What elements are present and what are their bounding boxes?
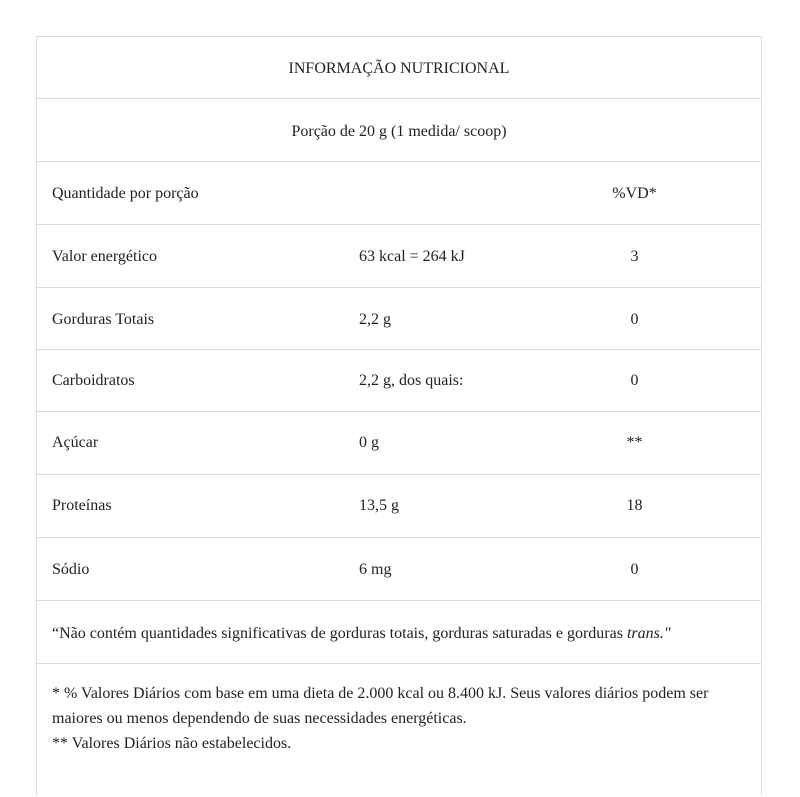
nutrient-name: Gorduras Totais: [52, 311, 155, 328]
nutrient-vd: 0: [630, 372, 639, 389]
nutrient-vd: **: [626, 434, 643, 451]
nutrient-vd: 18: [626, 497, 643, 514]
title-row: [37, 37, 761, 99]
disclaimer-text: [52, 621, 747, 646]
nutrient-amount: 0 g: [359, 434, 379, 451]
footnote-daily-values: * % Valores Diários com base em uma dieta de 2.000 kcal ou 8.400 kJ. Seus valores diários podem ser maiores ou menos dependendo de suas necessidades energéticas.: [52, 685, 709, 727]
nutrient-name: Carboidratos: [52, 372, 135, 389]
disclaimer-row: [37, 601, 761, 664]
footnotes-row: [37, 664, 761, 797]
nutrient-vd: 3: [630, 248, 639, 265]
nutrient-name: Valor energético: [52, 248, 157, 265]
table-row: [37, 538, 761, 601]
nutrient-vd: 0: [630, 561, 639, 578]
header-row: [37, 162, 761, 225]
nutrient-amount: 2,2 g: [359, 311, 391, 328]
nutrient-vd: 0: [630, 311, 639, 328]
table-row: [37, 350, 761, 412]
table-title: INFORMAÇÃO NUTRICIONAL: [288, 60, 510, 77]
nutrient-name: Sódio: [52, 561, 90, 578]
table-row: [37, 288, 761, 350]
portion-text: Porção de 20 g (1 medida/ scoop): [291, 123, 507, 140]
nutrient-amount: 6 mg: [359, 561, 392, 578]
nutrient-amount: 2,2 g, dos quais:: [359, 372, 464, 389]
table-row: [37, 412, 761, 475]
nutrient-amount: 13,5 g: [359, 497, 399, 514]
vd-header: %VD*: [612, 185, 657, 202]
table-row: [37, 475, 761, 538]
footnote-not-established: ** Valores Diários não estabelecidos.: [52, 735, 292, 752]
nutrition-table: [36, 36, 762, 796]
quantity-header: Quantidade por porção: [52, 185, 199, 202]
nutrient-name: Açúcar: [52, 434, 99, 451]
disclaimer-main: “Não contém quantidades significativas de gorduras totais, gorduras saturadas e gorduras: [52, 625, 627, 642]
nutrient-amount: 63 kcal = 264 kJ: [359, 248, 465, 265]
disclaimer-trans: trans.": [626, 625, 671, 642]
nutrient-name: Proteínas: [52, 497, 112, 514]
table-row: [37, 225, 761, 288]
portion-row: [37, 99, 761, 162]
